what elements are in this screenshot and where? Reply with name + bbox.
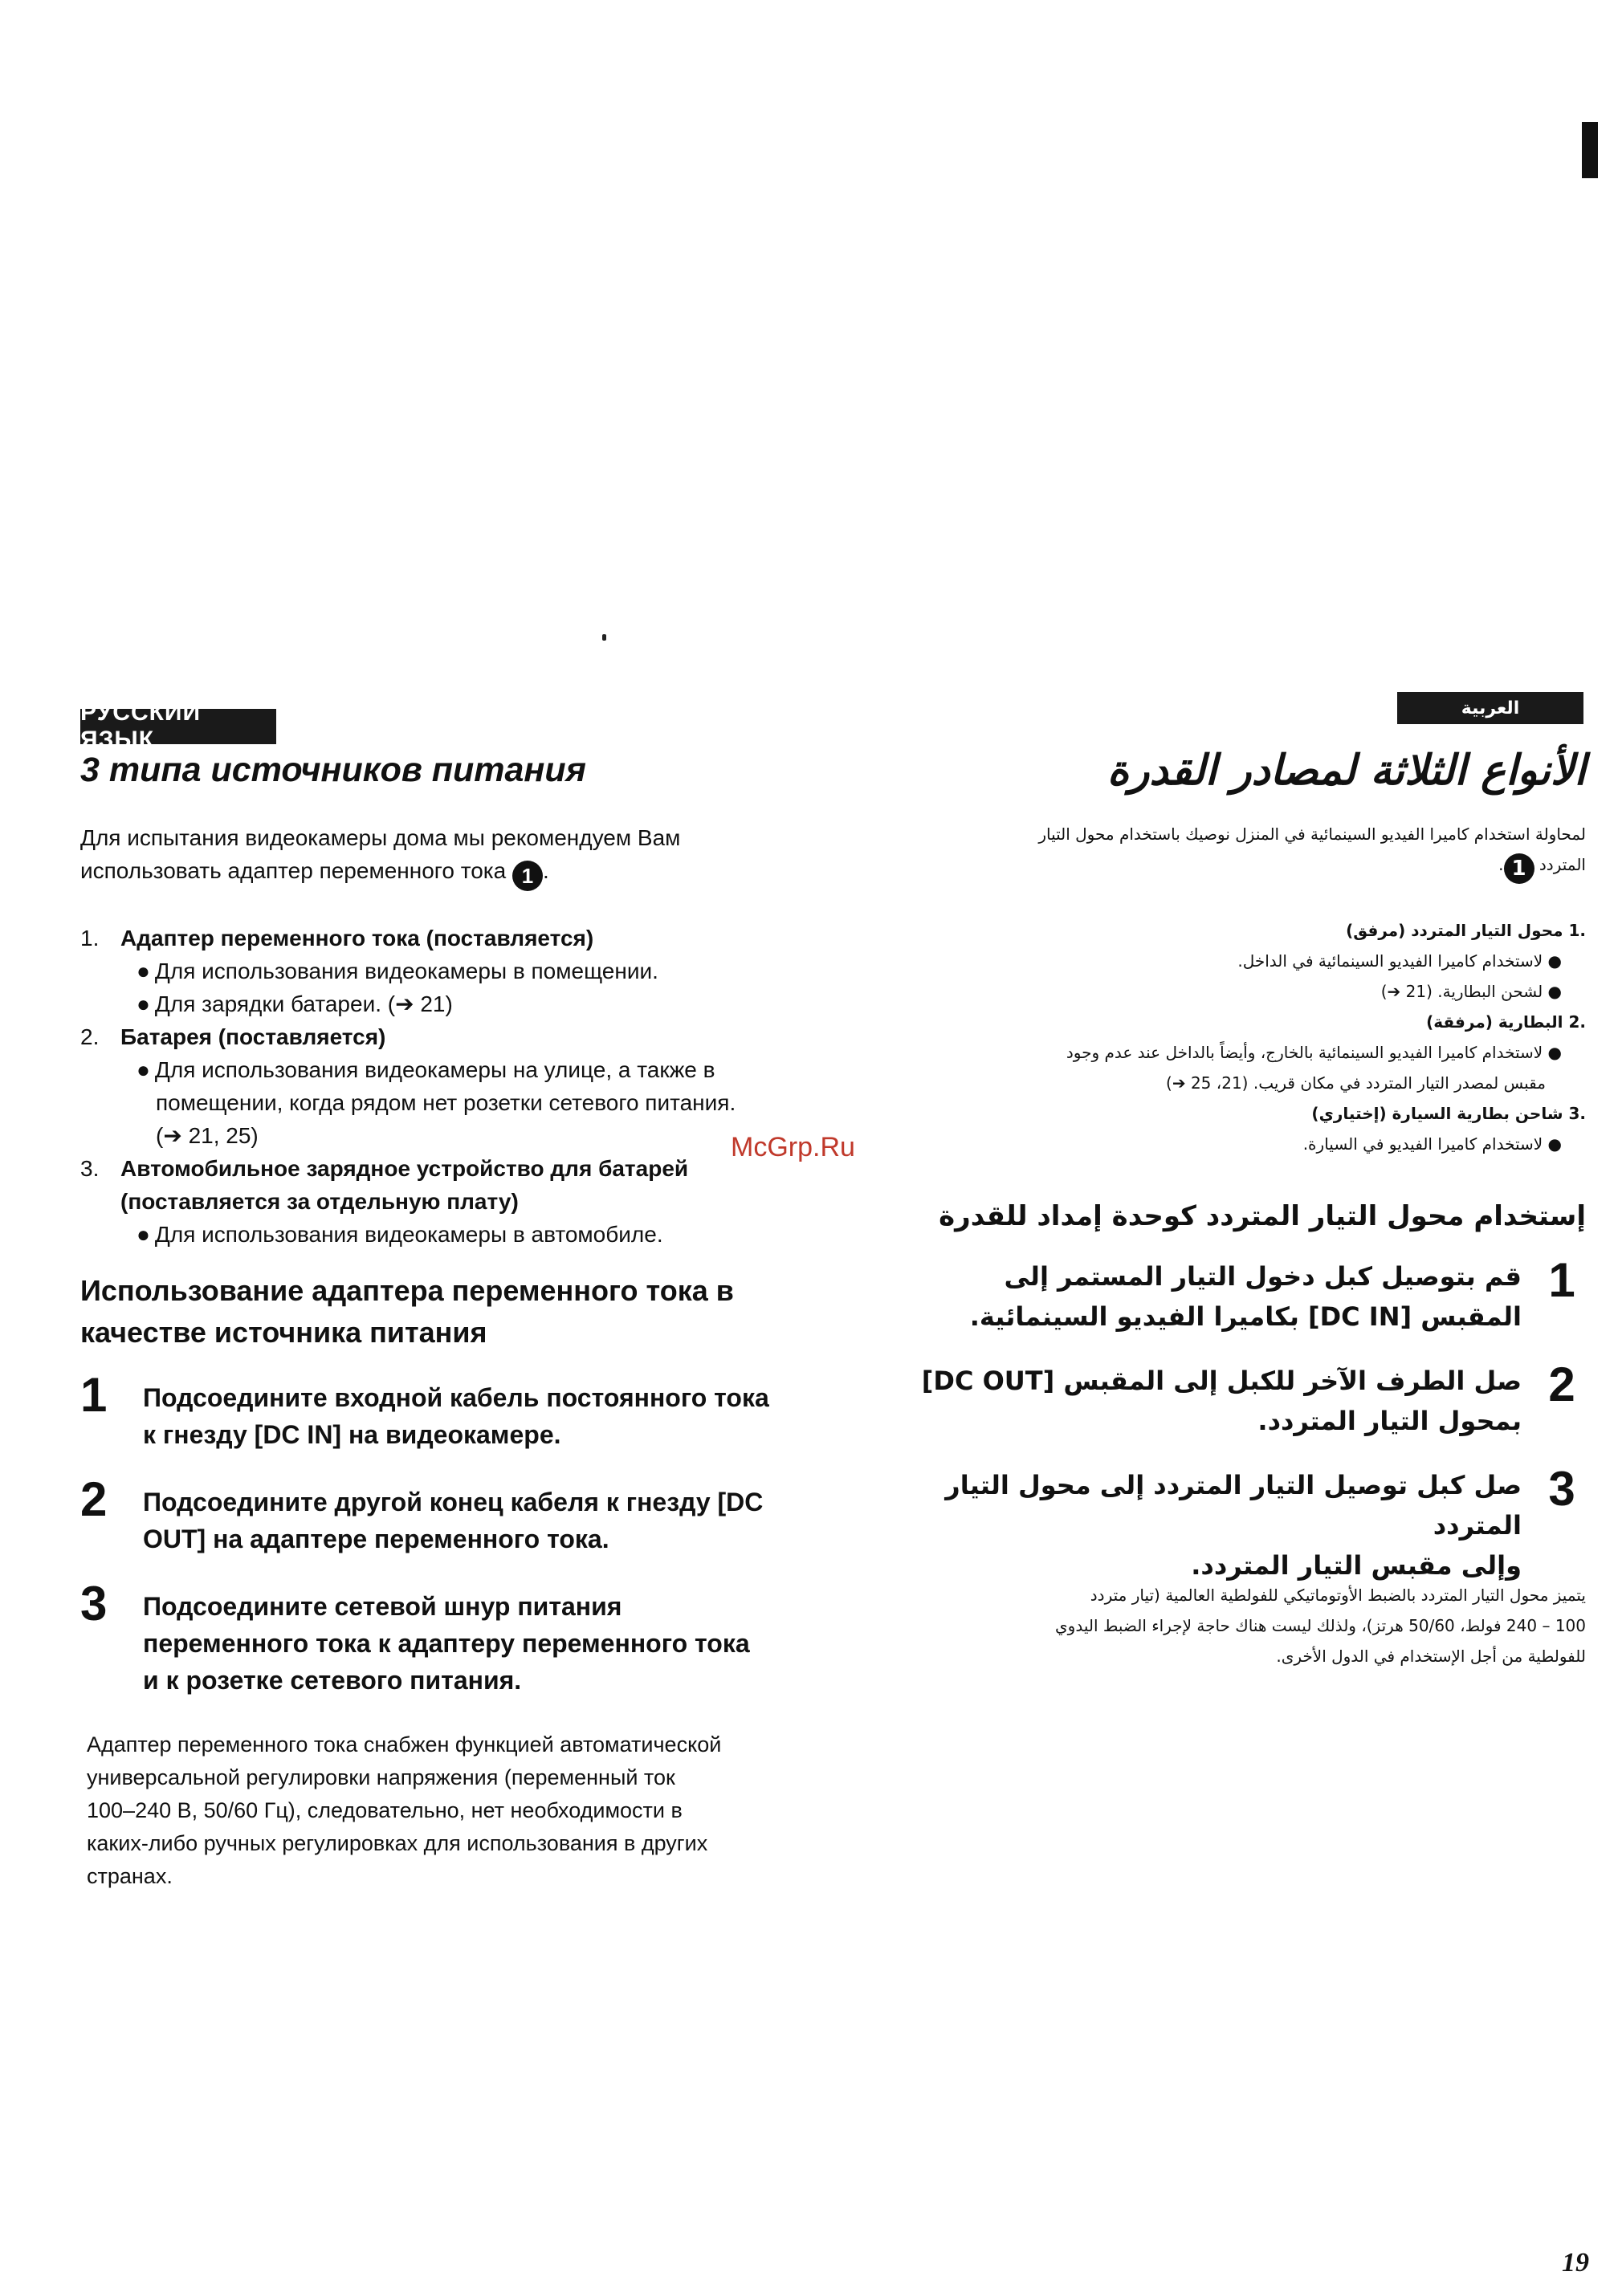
list-item-title-continuation: (поставляется за отдельную плату) (120, 1189, 519, 1214)
bullet-icon: ● (137, 1222, 150, 1247)
step-text: قم بتوصيل كبل دخول التيار المستمر إلى المقبس [DC IN] بكاميرا الفيديو السينمائية. (969, 1261, 1522, 1332)
step-number: 2 (80, 1472, 108, 1526)
list-item-title: Адаптер переменного тока (поставляется) (120, 926, 594, 951)
list-item-title: Батарея (поставляется) (120, 1024, 386, 1049)
list-sub-item: ● Для использования видеокамеры на улице, а также в (137, 1057, 715, 1082)
list-sub-item: ● لاستخدام كاميرا الفيديو السينمائية في الداخل. (1237, 951, 1562, 971)
russian-intro-line2-wrap: использовать адаптер переменного тока 1 . (80, 854, 883, 891)
list-item-number: .2 (1568, 1012, 1586, 1032)
arabic-intro: لمحاولة استخدام كاميرا الفيديو السينمائية في المنزل نوصيك باستخدام محول التيار المتردد 1. (927, 819, 1586, 884)
russian-intro-line2: использовать адаптер переменного тока (80, 858, 507, 883)
list-item (80, 1152, 899, 1251)
list-sub-item: ● لاستخدام كاميرا الفيديو السينمائية بالخارج، وأيضاً بالداخل عند عدم وجود (1066, 1043, 1562, 1062)
arabic-step-2 (879, 1358, 1586, 1441)
list-sub-item-continuation: مقبس لمصدر التيار المتردد في مكان قريب. (21، 25 ➔) (1166, 1073, 1546, 1093)
step-text: صل كبل توصيل التيار المتردد إلى محول التيار المتردد وإلى مقبس التيار المتردد. (945, 1470, 1522, 1581)
page-edge-tab-mark (1582, 122, 1598, 178)
list-sub-item-continuation: помещении, когда рядом нет розетки сетевого питания. (156, 1090, 736, 1115)
step-text: Подсоедините другой конец кабеля к гнезду [DC OUT] на адаптере переменного тока. (143, 1488, 764, 1553)
list-item (895, 915, 1586, 1007)
step-number: 3 (1548, 1462, 1575, 1516)
bullet-icon: ● (137, 1057, 150, 1082)
step-text: صل الطرف الآخر للكبل إلى المقبس [DC OUT] بمحول التيار المتردد. (921, 1366, 1522, 1436)
list-item (895, 1098, 1586, 1159)
stray-mark (602, 634, 606, 641)
circled-number-icon: 1 (1504, 853, 1534, 884)
russian-footnote: Адаптер переменного тока снабжен функцией автоматической универсальной регулировки напряжения (переменный ток 100–240 В, 50/60 Гц), следовательно, нет необходимости в каких-либо ручных регулировках для использования в других странах. (87, 1732, 722, 1888)
list-sub-item: ● Для использования видеокамеры в помещении. (137, 959, 658, 983)
list-item-number: 2. (80, 1024, 100, 1049)
step-number: 1 (80, 1368, 108, 1422)
list-sub-item: ● Для зарядки батареи. (➔ 21) (137, 991, 453, 1016)
step-number: 1 (1548, 1253, 1575, 1307)
watermark: McGrp.Ru (731, 1132, 855, 1162)
arabic-footnote: يتميز محول التيار المتردد بالضبط الأوتوماتيكي للفولطية العالمية (تيار متردد 100 – 240 فولط، 50/60 هرتز)، ولذلك ليست هناك حاجة لإجراء الضبط اليدوي للفولطية من أجل الإستخدام في الدول الأخرى. (1055, 1586, 1586, 1666)
step-text: Подсоедините сетевой шнур питания переменного тока к адаптеру переменного тока и к розетке сетевого питания. (143, 1592, 750, 1695)
russian-intro (80, 821, 883, 891)
russian-step-1 (80, 1368, 883, 1453)
arabic-language-badge: العربية (1397, 692, 1583, 724)
list-item-number: 3. (80, 1156, 100, 1181)
russian-language-badge: РУССКИЙ ЯЗЫК (80, 709, 276, 744)
russian-intro-line1: Для испытания видеокамеры дома мы рекомендуем Вам (80, 825, 681, 850)
list-sub-item: ● لشحن البطارية. (21 ➔) (1380, 982, 1562, 1001)
list-item (895, 1007, 1586, 1098)
russian-step-3 (80, 1577, 883, 1699)
list-item (80, 922, 899, 1020)
arabic-section-title: إستخدام محول التيار المتردد كوحدة إمداد للقدرة (939, 1200, 1586, 1232)
arabic-page-title: الأنواع الثلاثة لمصادر القدرة (1107, 747, 1586, 795)
list-item-title: Автомобильное зарядное устройство для батарей (120, 1156, 689, 1181)
russian-power-source-list (80, 922, 899, 1251)
bullet-icon: ● (137, 959, 150, 983)
list-item-number: 1. (80, 926, 100, 951)
russian-step-2 (80, 1472, 883, 1557)
list-item-title: البطارية (مرفقة) (1426, 1012, 1563, 1032)
list-item-number: .1 (1568, 921, 1586, 940)
step-text: Подсоедините входной кабель постоянного тока к гнезду [DC IN] на видеокамере. (143, 1383, 769, 1449)
step-number: 2 (1548, 1358, 1575, 1411)
list-item-title: محول التيار المتردد (مرفق) (1346, 921, 1563, 940)
russian-page-title: 3 типа источников питания (80, 751, 586, 789)
russian-title-block (80, 751, 883, 790)
list-sub-item: ● لاستخدام كاميرا الفيديو في السيارة. (1302, 1134, 1562, 1154)
list-item-title: شاحن بطارية السيارة (إختياري) (1311, 1104, 1563, 1123)
list-item-number: .3 (1568, 1104, 1586, 1123)
bullet-icon: ● (137, 991, 150, 1016)
step-number: 3 (80, 1577, 108, 1630)
page-number: 19 (1562, 2248, 1589, 2278)
arabic-step-1 (879, 1253, 1586, 1337)
list-sub-item: ● Для использования видеокамеры в автомобиле. (137, 1222, 663, 1247)
arabic-power-source-list (895, 915, 1586, 1159)
circled-number-icon: 1 (512, 861, 543, 891)
list-sub-item-continuation: (➔ 21, 25) (156, 1123, 259, 1148)
arabic-step-3 (879, 1462, 1586, 1586)
russian-section-title: Использование адаптера переменного тока в качестве источника питания (80, 1274, 734, 1349)
